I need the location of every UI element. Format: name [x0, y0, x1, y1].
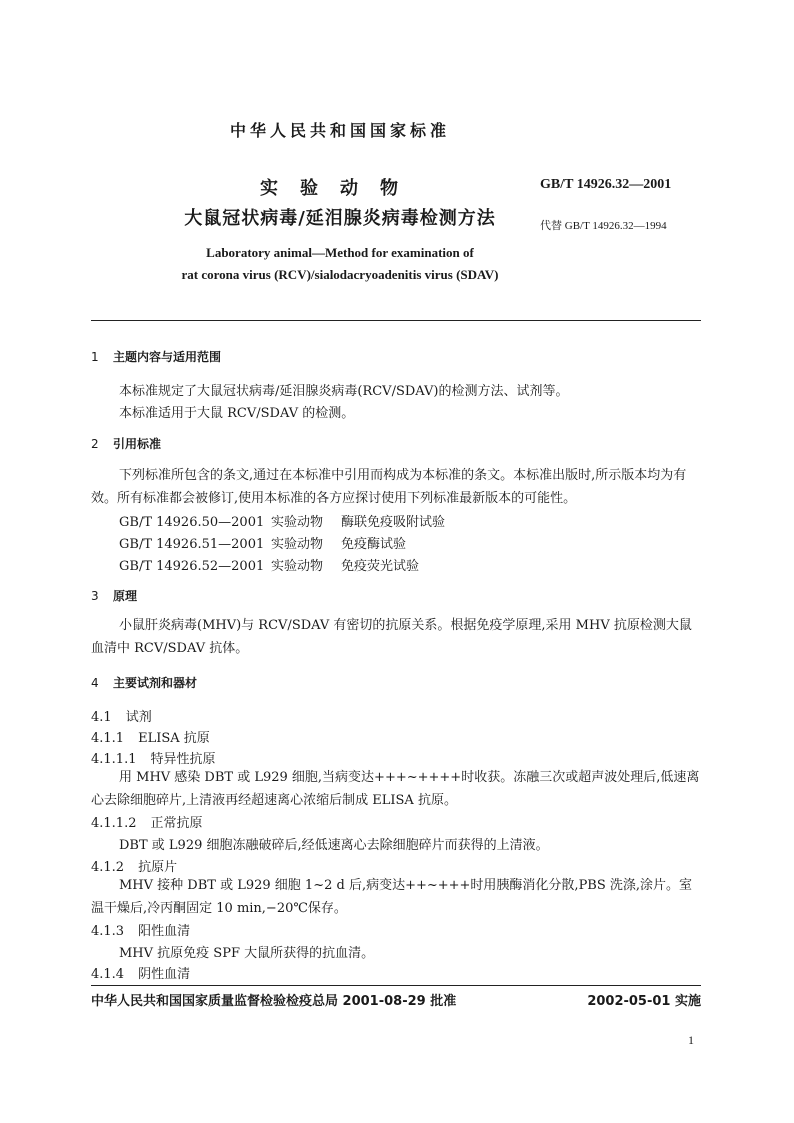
section-heading — [91, 587, 137, 604]
reference-item — [119, 555, 419, 574]
english-title-line2: rat corona virus (RCV)/sialodacryoadenitis virus (SDAV) — [181, 267, 499, 282]
header-divider — [91, 320, 701, 321]
approval-line: 中华人民共和国国家质量监督检验检疫总局 2001-08-29 批准 — [91, 994, 457, 1009]
section-number: 2 — [91, 437, 99, 451]
paragraph: 小鼠肝炎病毒(MHV)与 RCV/SDAV 有密切的抗原关系。根据免疫学原理,采用 MHV 抗原检测大鼠血清中 RCV/SDAV 抗体。 — [91, 618, 692, 656]
paragraph: 本标准适用于大鼠 RCV/SDAV 的检测。 — [119, 406, 355, 421]
clause-heading — [91, 727, 210, 746]
replaces-code: 代替 GB/T 14926.32—1994 — [540, 220, 667, 232]
reference-item — [119, 533, 406, 552]
section-number: 3 — [91, 589, 99, 603]
clause-title: 阴性血清 — [138, 967, 191, 982]
paragraph: 本标准规定了大鼠冠状病毒/延泪腺炎病毒(RCV/SDAV)的检测方法、试剂等。 — [119, 384, 569, 399]
reference-name: 免疫酶试验 — [341, 537, 407, 552]
reference-code: GB/T 14926.52—2001 — [119, 559, 265, 574]
clause-title: ELISA 抗原 — [138, 731, 210, 746]
clause-number: 4.1.1.1 — [91, 752, 137, 767]
clause-title: 试剂 — [125, 710, 152, 725]
clause-number: 4.1.3 — [91, 924, 125, 939]
section-title: 引用标准 — [113, 437, 162, 451]
implementation-date: 2002-05-01 实施 — [587, 994, 701, 1009]
section-title: 主要试剂和器材 — [113, 676, 198, 690]
section-title: 原理 — [113, 589, 138, 603]
clause-title: 正常抗原 — [150, 816, 203, 831]
reference-code: GB/T 14926.50—2001 — [119, 515, 265, 530]
reference-category: 实验动物 — [271, 559, 324, 574]
reference-name: 酶联免疫吸附试验 — [341, 515, 446, 530]
section-heading — [91, 435, 161, 452]
clause-number: 4.1.2 — [91, 860, 125, 875]
paragraph: MHV 抗原免疫 SPF 大鼠所获得的抗血清。 — [119, 946, 375, 961]
paragraph: 下列标准所包含的条文,通过在本标准中引用而构成为本标准的条文。本标准出版时,所示版本均为有效。所有标准都会被修订,使用本标准的各方应探讨使用下列标准最新版本的可能性。 — [91, 468, 687, 506]
paragraph: 用 MHV 感染 DBT 或 L929 细胞,当病变达+++~++++时收获。冻融三次或超声波处理后,低速离心去除细胞碎片,上清液再经超速离心浓缩后制成 ELISA 抗原。 — [91, 770, 700, 808]
standard-code: GB/T 14926.32—2001 — [540, 177, 672, 192]
page-number: 1 — [688, 1033, 694, 1047]
paragraph: DBT 或 L929 细胞冻融破碎后,经低速离心去除细胞碎片而获得的上清液。 — [119, 838, 549, 853]
reference-item — [119, 511, 445, 530]
reference-name: 免疫荧光试验 — [341, 559, 420, 574]
doc-title-line1: 实验动物 — [260, 178, 420, 199]
clause-heading — [91, 706, 152, 725]
reference-code: GB/T 14926.51—2001 — [119, 537, 265, 552]
clause-title: 特异性抗原 — [150, 752, 216, 767]
section-number: 4 — [91, 676, 99, 690]
section-heading — [91, 348, 221, 365]
clause-number: 4.1.1 — [91, 731, 125, 746]
reference-category: 实验动物 — [271, 537, 324, 552]
clause-heading — [91, 812, 203, 831]
reference-category: 实验动物 — [271, 515, 324, 530]
clause-heading — [91, 963, 190, 982]
paragraph: MHV 接种 DBT 或 L929 细胞 1~2 d 后,病变达++~+++时用胰酶消化分散,PBS 洗涤,涂片。室温干燥后,冷丙酮固定 10 min,−20℃保存。 — [91, 878, 693, 916]
clause-heading — [91, 856, 177, 875]
clause-title: 阳性血清 — [138, 924, 191, 939]
clause-number: 4.1.4 — [91, 967, 125, 982]
doc-title-line2: 大鼠冠状病毒/延泪腺炎病毒检测方法 — [184, 208, 496, 229]
clause-heading — [91, 748, 216, 767]
section-number: 1 — [91, 350, 99, 364]
clause-title: 抗原片 — [138, 860, 178, 875]
section-title: 主题内容与适用范围 — [113, 350, 222, 364]
section-heading — [91, 674, 197, 691]
english-title-line1: Laboratory animal—Method for examination of — [206, 245, 474, 260]
footer-divider — [91, 985, 701, 986]
clause-number: 4.1 — [91, 710, 112, 725]
clause-heading — [91, 920, 190, 939]
clause-number: 4.1.1.2 — [91, 816, 137, 831]
standard-title: 中华人民共和国国家标准 — [229, 121, 450, 140]
